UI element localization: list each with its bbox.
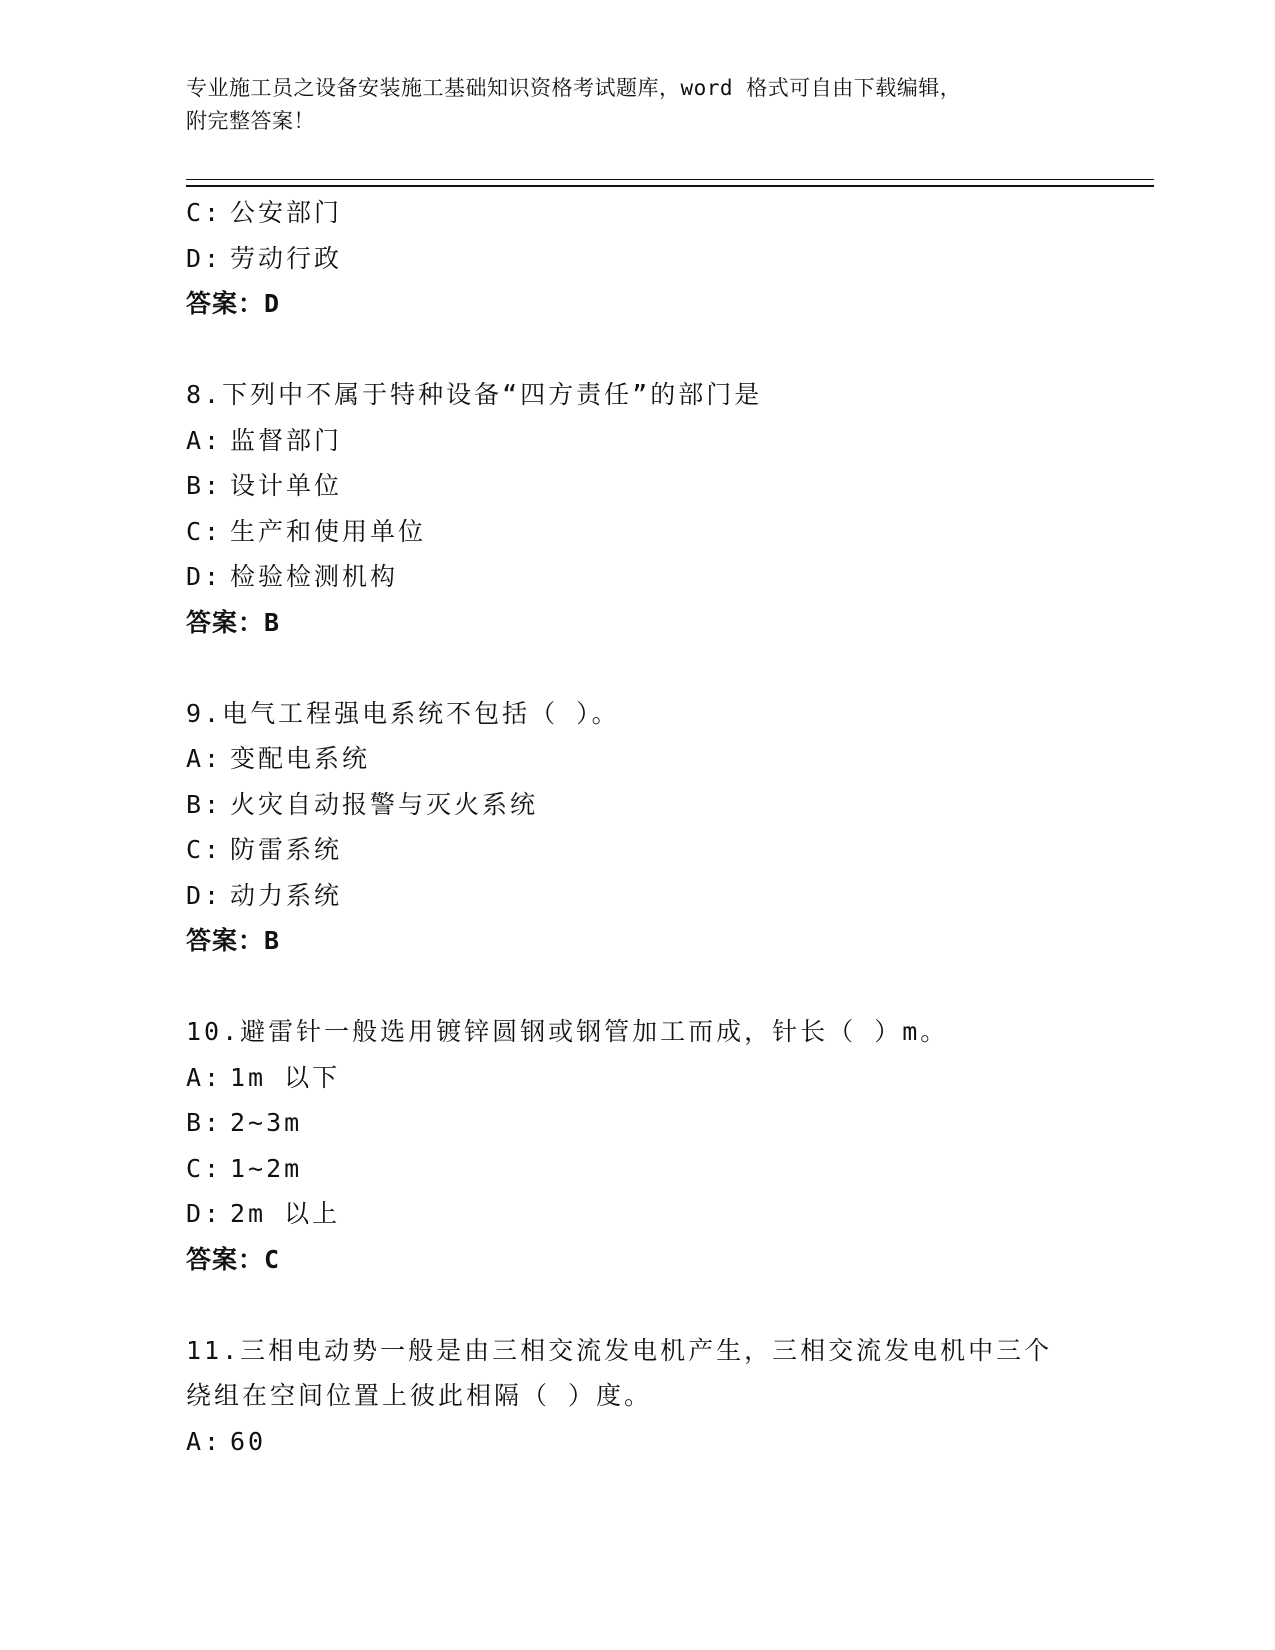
option-a: [186, 1055, 1146, 1101]
option-d: [186, 236, 1146, 282]
option-c: [186, 509, 1146, 555]
question-7-tail: [186, 190, 1146, 327]
question-stem: 8.下列中不属于特种设备“四方责任”的部门是: [186, 380, 763, 409]
option-text: 监督部门: [230, 425, 343, 455]
option-c: [186, 1146, 1146, 1192]
option-label: A:: [186, 744, 223, 773]
option-a: [186, 736, 1146, 782]
option-text: 防雷系统: [230, 835, 343, 864]
option-text: 检验检测机构: [230, 562, 399, 591]
answer: 答案：B: [186, 926, 281, 955]
header-line-2: 附完整答案！: [186, 109, 315, 133]
option-label: D:: [186, 1199, 223, 1228]
option-label: A:: [186, 1426, 223, 1456]
option-text: 动力系统: [230, 880, 343, 910]
question-stem: 10.避雷针一般选用镀锌圆钢或钢管加工而成，针长（ ）m。: [186, 1017, 949, 1046]
option-text: 1~2m: [230, 1153, 303, 1183]
option-text: 60: [230, 1426, 267, 1456]
option-label: B:: [186, 789, 223, 819]
option-label: B:: [186, 471, 223, 500]
spacer: [186, 1282, 1146, 1328]
option-label: D:: [186, 562, 223, 591]
option-label: D:: [186, 243, 223, 273]
option-text: 公安部门: [230, 198, 343, 227]
option-d: [186, 554, 1146, 600]
question-stem-line-1: 11.三相电动势一般是由三相交流发电机产生，三相交流发电机中三个: [186, 1335, 1053, 1365]
option-text: 火灾自动报警与灭火系统: [230, 789, 539, 819]
option-text: 2~3m: [230, 1108, 303, 1137]
header-divider: [186, 179, 1154, 187]
answer: 答案：C: [186, 1244, 281, 1274]
answer: 答案：D: [186, 289, 281, 318]
option-label: C:: [186, 1153, 223, 1183]
option-b: [186, 1100, 1146, 1146]
option-label: B:: [186, 1108, 223, 1137]
option-text: 生产和使用单位: [230, 516, 427, 546]
option-label: C:: [186, 835, 223, 864]
option-text: 1m 以下: [230, 1062, 341, 1092]
option-a: [186, 1419, 1146, 1465]
option-a: [186, 418, 1146, 464]
option-d: [186, 1191, 1146, 1237]
question-8: [186, 372, 1146, 645]
question-9: [186, 691, 1146, 964]
option-text: 劳动行政: [230, 243, 343, 273]
question-11: [186, 1328, 1146, 1465]
answer: 答案：B: [186, 607, 281, 637]
option-c: [186, 827, 1146, 873]
option-b: [186, 782, 1146, 828]
option-c: [186, 190, 1146, 236]
option-label: D:: [186, 880, 223, 910]
option-text: 设计单位: [230, 471, 343, 500]
question-stem: 9.电气工程强电系统不包括（ ）。: [186, 698, 620, 728]
question-stem-line-2: 绕组在空间位置上彼此相隔（ ）度。: [186, 1381, 653, 1410]
option-label: C:: [186, 516, 223, 546]
question-10: [186, 1009, 1146, 1282]
spacer: [186, 327, 1146, 373]
document-header: [186, 72, 1066, 138]
spacer: [186, 645, 1146, 691]
option-text: 2m 以上: [230, 1199, 341, 1228]
spacer: [186, 964, 1146, 1010]
option-label: A:: [186, 425, 223, 455]
option-label: C:: [186, 198, 223, 227]
header-line-1: 专业施工员之设备安装施工基础知识资格考试题库，word 格式可自由下载编辑，: [186, 76, 962, 100]
question-list: [186, 190, 1146, 1464]
option-label: A:: [186, 1062, 223, 1092]
option-d: [186, 873, 1146, 919]
option-b: [186, 463, 1146, 509]
option-text: 变配电系统: [230, 744, 371, 773]
